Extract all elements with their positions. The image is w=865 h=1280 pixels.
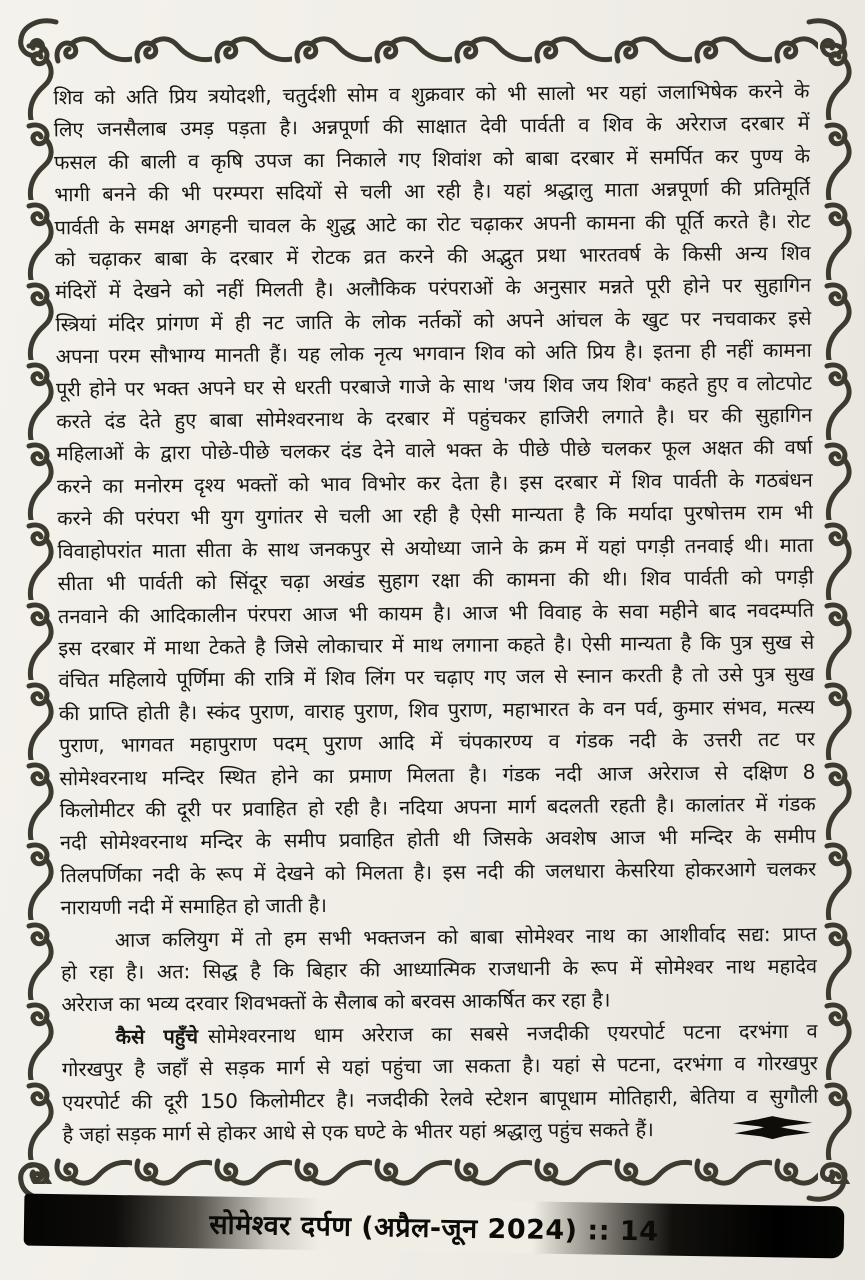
text-line: आज कलियुग में तो हम सभी भक्तजन को बाबा सोमेश्वर नाथ का आशीर्वाद सद्य: प्राप्त	[114, 921, 817, 952]
border-corner-scroll-icon	[805, 16, 851, 62]
text-line: शिव को अति प्रिय त्रयोदशी, चतुर्दशी सोम व शुक्रवार को भी सालो भर यहां जलाभिषेक करने के	[53, 78, 810, 110]
text-line: वंचित महिलाये पूर्णिमा की रात्रि में शिव लिंग पर चढ़ाए गए जल से स्नान करती है तो उसे पुत्र सुख	[58, 662, 815, 693]
text-line	[62, 1112, 818, 1151]
text-span: सोमेश्वरनाथ धाम अरेराज का सबसे नजदीकी एयरपोर्ट पटना दरभंगा व	[207, 1018, 818, 1048]
text-line: पार्वती के समक्ष अगहनी चावल के शुद्ध आटे का रोट चढ़ाकर अपनी कामना की पूर्ति करते है। रोट	[54, 208, 811, 239]
ornamental-border-top	[52, 36, 818, 70]
border-corner-scroll-icon	[805, 1158, 851, 1204]
text-line: पूरी होने पर भक्त अपने घर से धरती परबाजे गाजे के साथ 'जय शिव जय शिव' कहते हुए व लोटपोट	[55, 370, 813, 401]
paragraph-3	[62, 1014, 819, 1150]
text-line: अरेराज का भव्य दरवार शिवभक्तों के सैलाब को बरवस आकर्षित कर रहा है।	[61, 987, 611, 1017]
paragraph-1	[53, 75, 816, 924]
text-line: तिलपर्णिका नदी के रूप में देखने को मिलता है। इस नदी की जलधारा केसरिया होकरआगे चलकर	[60, 856, 817, 888]
ornamental-border-right	[818, 40, 852, 1184]
text-line: करने की परंपरा भी युग युगांतर से चली आ रही है ऐसी मान्यता है कि मर्यादा पुरषोत्तम राम भी	[57, 499, 814, 531]
text-line: इस दरबार में माथा टेकते है जिसे लोकाचार में माथ लगाना कहते है। ऐसी मान्यता है कि पुत्र सुख से	[58, 629, 815, 661]
ornamental-border-bottom	[52, 1152, 818, 1186]
text-line: को चढ़ाकर बाबा के दरबार में रोटक व्रत करने की अद्भुत प्रथा भारतवर्ष के किसी अन्य शिव	[54, 240, 811, 272]
footer-ribbon	[24, 1194, 845, 1259]
text-line: स्त्रियां मंदिर प्रांगण में ही नट जाति के लोक नर्तकों को अपने आंचल के खुट पर नचवाकर इसे	[55, 305, 812, 337]
text-line: विवाहोपरांत माता सीता के साथ जनकपुर से अयोध्या जाने के क्रम में यहां पगड़ी तनवाई थी। माता	[57, 532, 814, 563]
text-line: तनवाने की आदिकालीन पंरपरा आज भी कायम है। आज भी विवाह के सवा महीने बाद नवदम्पति	[57, 597, 815, 628]
text-line: नारायणी नदी में समाहित हो जाती है।	[60, 893, 327, 920]
text-line: सीता भी पार्वती को सिंदूर चढ़ा अखंड सुहाग रक्षा की कामना की थी। शिव पार्वती को पगड़ी	[57, 564, 814, 596]
text-line: फसल की बाली व कृषि उपज का निकाले गए शिवांश को बाबा दरबार में समर्पित कर पुण्य के	[53, 143, 811, 175]
article-body	[53, 75, 818, 1156]
text-line: करने का मनोरम दृश्य भक्तों को भाव विभोर कर देता है। इस दरबार में शिव पार्वती के गठबंधन	[56, 467, 813, 499]
paragraph-3-middle	[62, 1047, 819, 1118]
text-line: भागी बनने की भी परम्परा सदियों से चली आ रही है। यहां श्रद्धालु माता अन्नपूर्णा की प्रतिमूर्ति	[54, 175, 811, 207]
ornamental-border-left	[20, 40, 54, 1184]
paragraph-2	[61, 917, 818, 1021]
border-corner-scroll-icon	[14, 16, 60, 62]
text-line: पुराण, भागवत महापुराण पदम् पुराण आदि में चंपकारण्य व गंडक नदी के उत्तरी तट पर	[59, 726, 816, 758]
text-line: महिलाओं के द्वारा पोछे-पीछे चलकर दंड देने वाले भक्त के पीछे पीछे चलकर फूल अक्षत की वर्षा	[56, 435, 813, 466]
journal-footer-label: सोमेश्वर दर्पण (अप्रैल-जून 2024) :: 14	[209, 1208, 659, 1248]
text-line: एयरपोर्ट की दूरी 150 किलोमीटर है। नजदीकी रेलवे स्टेशन बापूधाम मोतिहारी, बेतिया व सुगौली	[62, 1083, 819, 1114]
text-line: हो रहा है। अत: सिद्ध है कि बिहार की आध्यात्मिक राजधानी के रूप में सोमेश्वर नाथ महादेव	[60, 953, 818, 985]
text-line: लिए जनसैलाब उमड़ पड़ता है। अन्नपूर्णा की साक्षात देवी पार्वती व शिव के अरेराज दरबार में	[53, 111, 810, 142]
text-line: किलोमीटर की दूरी पर प्रवाहित हो रही है। नदिया अपना मार्ग बदलती रहती है। कालांतर में गंडक	[59, 791, 816, 823]
text-line: सोमेश्वरनाथ मन्दिर स्थित होने का प्रमाण मिलता है। गंडक नदी आज अरेराज से दक्षिण 8	[59, 759, 816, 790]
end-of-article-fleuron-icon	[732, 1115, 812, 1142]
text-span: है जहां सड़क मार्ग से होकर आधे से एक घण्टे के भीतर यहां श्रद्धालु पहुंच सकते हैं।	[62, 1117, 654, 1147]
text-line: नदी सोमेश्वरनाथ मन्दिर के समीप प्रवाहित होती थी जिसके अवशेष आज भी मन्दिर के समीप	[59, 824, 817, 855]
text-line: अपना परम सौभाग्य मानती हैं। यह लोक नृत्य भगवान शिव को अति प्रिय है। इतना ही नहीं कामना	[55, 337, 812, 369]
how-to-reach-heading: कैसे पहुँचे	[115, 1023, 199, 1049]
text-line: करते दंड देते हुए बाबा सोमेश्वरनाथ के दरबार में पहुंचकर हाजिरी लगाते है। घर की सुहागिन	[56, 402, 813, 434]
text-line: मंदिरों में देखने को नहीं मिलती है। अलौकिक परंपराओं के अनुसार मन्नते पूरी होने पर सुहागिन	[55, 273, 812, 304]
text-line: की प्राप्ति होती है। स्कंद पुराण, वाराह पुराण, शिव पुराण, महाभारत के वन पर्व, कुमार संभव, मत्स्य	[58, 694, 815, 726]
text-line: गोरखपुर है जहाँ से सड़क मार्ग से यहां पहुंचा जा सकता है। यहां से पटना, दरभंगा व गोरखपुर	[61, 1050, 819, 1082]
